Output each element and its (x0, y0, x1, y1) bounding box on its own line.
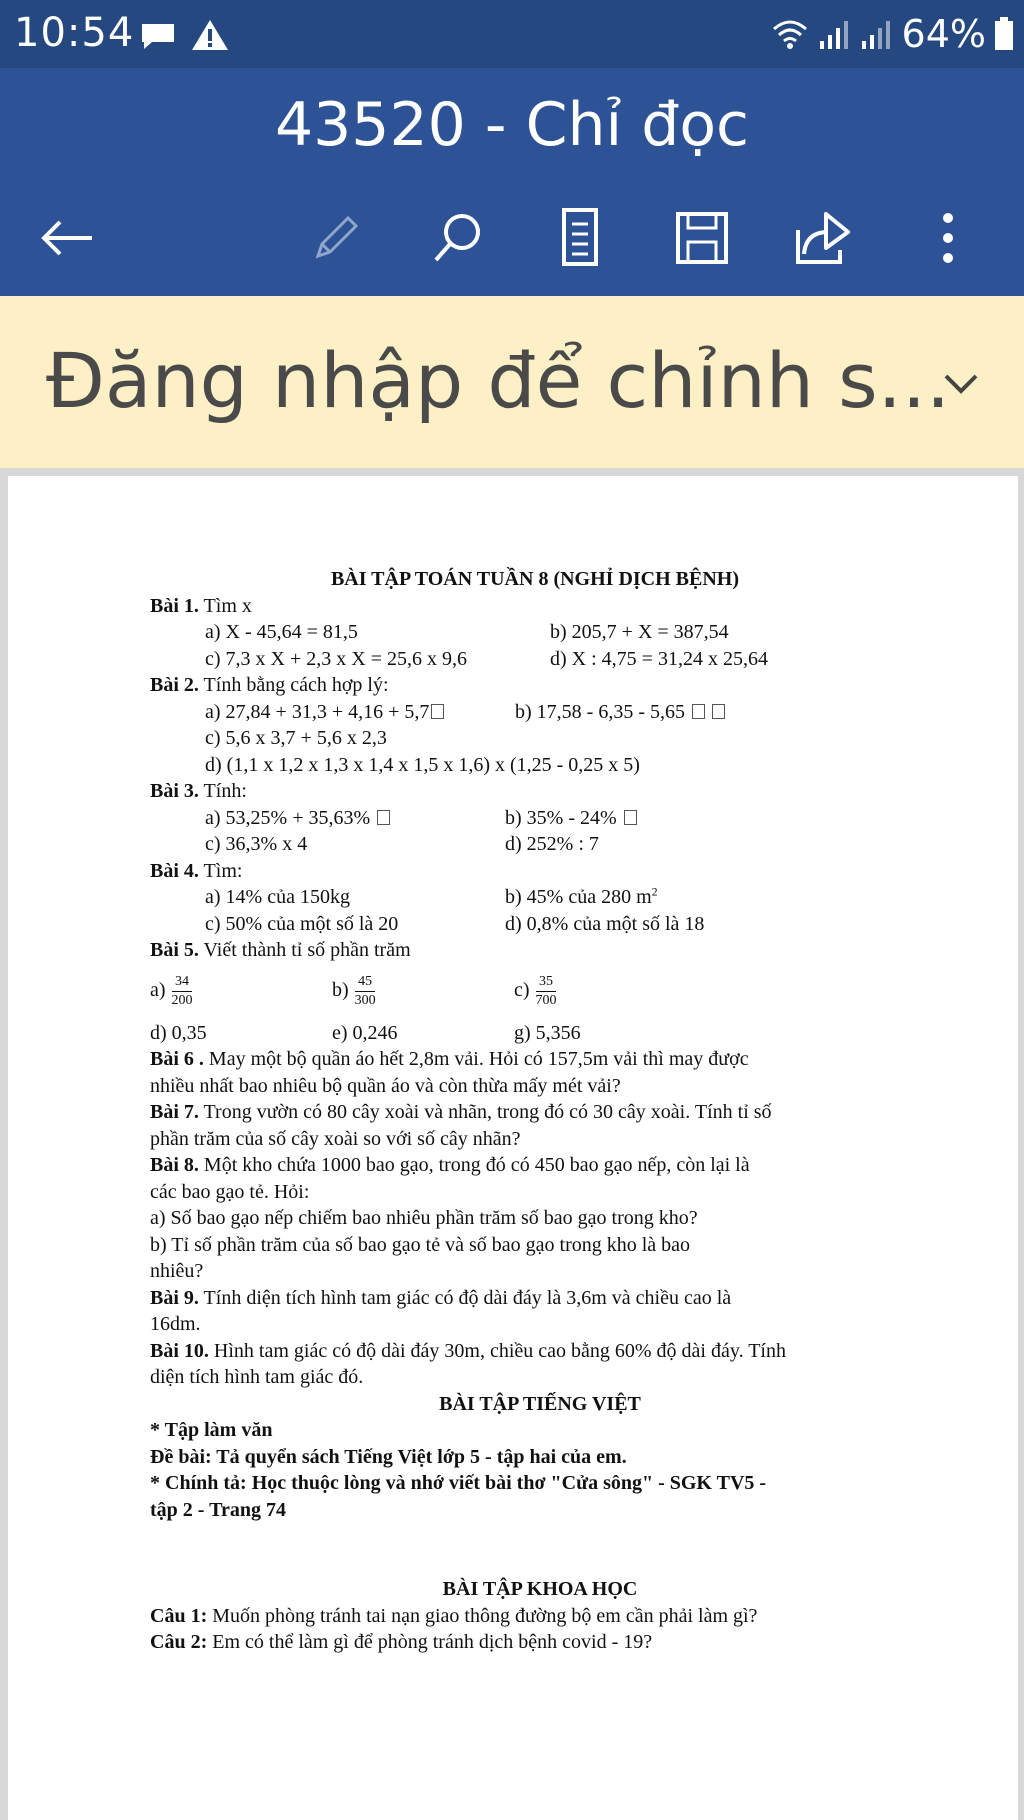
exercise-6: Bài 6 . May một bộ quần áo hết 2,8m vải. Hỏi có 157,5m vải thì may được (150, 1048, 749, 1070)
document-view-icon (558, 208, 602, 268)
exercise-4: Bài 4. Tìm: (150, 859, 243, 882)
math-title: BÀI TẬP TOÁN TUẦN 8 (NGHỈ DỊCH BỆNH) (330, 568, 740, 590)
question-1: Câu 1: Muốn phòng tránh tai nạn giao thông đường bộ em cần phải làm gì? (150, 1604, 758, 1627)
science-title: BÀI TẬP KHOA HỌC (442, 1578, 638, 1600)
more-options-button[interactable] (908, 198, 988, 278)
vietnamese-title: BÀI TẬP TIẾNG VIỆT (439, 1392, 641, 1415)
battery-percent: 64% (901, 12, 986, 56)
reading-view-button[interactable] (540, 198, 620, 278)
exercise-10: Bài 10. Hình tam giác có độ dài đáy 30m, chiều cao bằng 60% độ dài đáy. Tính (150, 1339, 786, 1362)
sign-in-banner[interactable] (0, 296, 1024, 468)
essay-prompt: Đề bài: Tả quyển sách Tiếng Việt lớp 5 - tập hai của em. (150, 1445, 627, 1468)
chevron-down-icon[interactable] (936, 358, 986, 408)
exercise-3: Bài 3. Tính: (150, 780, 247, 802)
battery-icon (994, 17, 1014, 51)
essay-heading: * Tập làm văn (150, 1419, 273, 1441)
exercise-5: Bài 5. Viết thành tỉ số phần trăm (150, 939, 411, 961)
share-icon (794, 210, 854, 266)
save-button[interactable] (662, 198, 742, 278)
exercise-7: Bài 7. Trong vườn có 80 cây xoài và nhãn, trong đó có 30 cây xoài. Tính tỉ số (150, 1101, 772, 1123)
share-button[interactable] (784, 198, 864, 278)
search-icon (428, 208, 488, 268)
warning-icon (190, 18, 230, 52)
sign-in-text: Đăng nhập để chỉnh s... (46, 336, 951, 425)
edit-button[interactable] (296, 198, 376, 278)
wifi-icon (770, 19, 810, 49)
save-icon (674, 210, 730, 266)
exercise-9: Bài 9. Tính diện tích hình tam giác có độ dài đáy là 3,6m và chiều cao là (150, 1286, 732, 1309)
app-bar (0, 68, 1024, 296)
exercise-8: Bài 8. Một kho chứa 1000 bao gạo, trong đó có 450 bao gạo nếp, còn lại là (150, 1154, 750, 1176)
fraction-b: $\frac{45}{300}$ (354, 974, 376, 1008)
back-arrow-icon (38, 218, 94, 258)
dictation-task: * Chính tả: Học thuộc lòng và nhớ viết bài thơ "Cửa sông" - SGK TV5 - (150, 1472, 767, 1494)
exercise-2: Bài 2. Tính bằng cách hợp lý: (150, 674, 389, 696)
exercise-1: Bài 1. Tìm x (150, 594, 252, 617)
search-button[interactable] (418, 198, 498, 278)
status-bar (0, 0, 1024, 68)
message-icon (140, 22, 176, 50)
fraction-a: $\frac{34}{200}$ (171, 974, 193, 1008)
document-content: BÀI TẬP TOÁN TUẦN 8 (NGHỈ DỊCH BỆNH) Bài 1. Tìm x a) X - 45,64 = 81,5 b) 205,7 + X = 387,54 c) 7,3 x X + 2,3 x X = 25,6 x 9,6 d) X : 4,75 = 31,24 x 25,64 Bài 2. Tính bằng cách hợp lý: a) 27,84 + 31,3 + 4,16 + 5,7 b) 17,58 - 6,35 - 5,65 c) 5,6 x 3,7 + 5,6 x 2,3 d) (1,1 x 1,2 x 1,3 x 1,4 x 1,5 x 1,6) x (1,25 - 0,25 x 5) Bài 3. Tính: a) 53,25% + 35,63% b) 35% - 24% c) 36,3% x 4 d) 252% : 7 Bài 4. Tìm: a) 14% của 150kg b) 45% của 280 $m^2$ c) 50% của một số là 20 d) 0,8% của một số là 18 Bài 5. Viết thành tỉ số phần trăm a) $\frac{34}{200}$ b) $\frac{45}{300}$ c) $\frac{35}{700}$ d) 0,35 e) 0,246 g) 5,356 Bài 6 . May một bộ quần áo hết 2,8m vải. Hỏi có 157,5m vải thì may được nhiều nhất bao nhiêu bộ quần áo và còn thừa mấy mét vải? Bài 7. Trong vườn có 80 cây xoài và nhãn, trong đó có 30 cây xoài. Tính tỉ số phần trăm của số cây xoài so với số cây nhãn? Bài 8. Một kho chứa 1000 bao gạo, trong đó có 450 bao gạo nếp, còn lại là các bao gạo tẻ. Hỏi: a) Số bao gạo nếp chiếm bao nhiêu phần trăm số bao gạo trong kho? b) Tỉ số phần trăm của số bao gạo tẻ và số bao gạo trong kho là bao nhiêu? Bài 9. Tính diện tích hình tam giác có độ dài đáy là 3,6m và chiều cao là 16dm. Bài 10. Hình tam giác có độ dài đáy 30m, chiều cao bằng 60% độ dài đáy. Tính diện tích hình tam giác đó. BÀI TẬP TIẾNG VIỆT * Tập làm văn Đề bài: Tả quyển sách Tiếng Việt lớp 5 - tập hai của em. * Chính tả: Học thuộc lòng và nhớ viết bài thơ "Cửa sông" - SGK TV5 - tập 2 - Trang 74 BÀI TẬP KHOA HỌC Câu 1: Muốn phòng tránh tai nạn giao thông đường bộ em cần phải làm gì? Câu 2: Em có thể làm gì để phòng tránh dịch bệnh covid - 19? (150, 566, 930, 1656)
signal-icon (818, 19, 852, 49)
back-button[interactable] (26, 198, 106, 278)
pencil-icon (308, 210, 364, 266)
fraction-c: $\frac{35}{700}$ (535, 974, 557, 1008)
question-2: Câu 2: Em có thể làm gì để phòng tránh dịch bệnh covid - 19? (150, 1631, 653, 1653)
status-time: 10:54 (14, 10, 135, 56)
more-vertical-icon (938, 210, 958, 266)
signal-icon-2 (860, 19, 894, 49)
document-title: 43520 - Chỉ đọc (274, 90, 750, 160)
